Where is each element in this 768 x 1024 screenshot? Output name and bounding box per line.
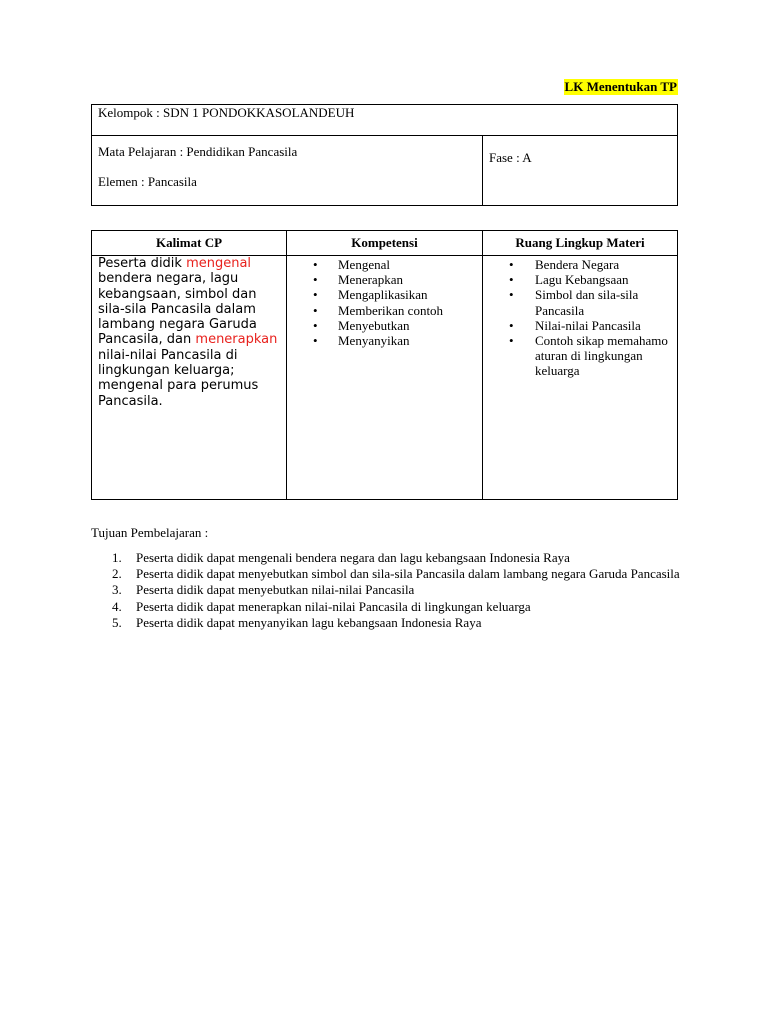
- elemen-label: Elemen : Pancasila: [98, 174, 197, 189]
- list-item: • Nilai-nilai Pancasila: [509, 317, 641, 333]
- kompetensi-list: [293, 256, 476, 348]
- list-item: • Memberikan contoh: [313, 302, 444, 318]
- ruang-lingkup-cell: [483, 256, 678, 500]
- bullet-icon: •: [313, 287, 318, 303]
- cp-highlight-mengenal: mengenal: [186, 256, 252, 271]
- list-item: • Lagu Kebangsaan: [509, 272, 629, 288]
- kelompok-label: Kelompok : SDN 1 PONDOKKASOLANDEUH: [98, 105, 355, 120]
- list-item: [91, 550, 691, 566]
- cp-text-part: Peserta didik: [98, 256, 187, 271]
- list-item: [91, 566, 691, 582]
- cp-text-part: bendera negara, lagu kebangsaan, simbol dan sila-sila Pancasila dalam lambang negara Garuda Pancasila, dan: [98, 271, 257, 348]
- bullet-icon: •: [509, 257, 514, 272]
- list-item: • Contoh sikap memahamo aturan di lingkungan keluarga: [509, 333, 668, 379]
- header-kalimat-cp: Kalimat CP: [92, 231, 287, 256]
- tujuan-text: Peserta didik dapat menyanyikan lagu kebangsaan Indonesia Raya: [136, 614, 482, 630]
- bullet-icon: •: [509, 333, 514, 349]
- tujuan-text: Peserta didik dapat menyebutkan simbol dan sila-sila Pancasila dalam lambang negara Garuda Pancasila: [136, 566, 680, 582]
- list-number: 3.: [112, 582, 122, 598]
- list-item: • Menyebutkan: [313, 317, 410, 333]
- list-number: 2.: [112, 566, 122, 582]
- tujuan-list: [91, 550, 691, 631]
- subject-cell: [92, 136, 483, 206]
- kompetensi-cell: [287, 256, 483, 500]
- bullet-icon: •: [509, 287, 514, 303]
- bullet-icon: •: [313, 317, 318, 333]
- list-item: [91, 615, 691, 631]
- list-item: • Bendera Negara: [509, 257, 620, 272]
- cp-highlight-menerapkan: menerapkan: [195, 332, 278, 348]
- tujuan-heading: Tujuan Pembelajaran :: [91, 525, 209, 540]
- ruang-lingkup-list: [489, 256, 671, 379]
- list-item: • Menyanyikan: [313, 333, 410, 349]
- bullet-icon: •: [313, 333, 318, 349]
- list-number: 5.: [112, 614, 122, 630]
- cp-text-part: nilai-nilai Pancasila di lingkungan keluarga; mengenal para perumus Pancasila.: [98, 347, 259, 409]
- header-ruang-lingkup: Ruang Lingkup Materi: [483, 231, 678, 256]
- tujuan-text: Peserta didik dapat menyebutkan nilai-nilai Pancasila: [136, 582, 415, 598]
- mata-pelajaran-label: Mata Pelajaran : Pendidikan Pancasila: [98, 144, 298, 159]
- tujuan-text: Peserta didik dapat mengenali bendera negara dan lagu kebangsaan Indonesia Raya: [136, 550, 570, 565]
- list-item: • Mengaplikasikan: [313, 287, 428, 303]
- kelompok-cell: [92, 105, 678, 136]
- bullet-icon: •: [509, 272, 514, 288]
- cp-cell: [92, 256, 287, 500]
- list-item: • Menerapkan: [313, 272, 403, 288]
- bullet-icon: •: [313, 272, 318, 288]
- list-number: 1.: [112, 550, 122, 565]
- info-table: [91, 104, 678, 206]
- cp-text: [98, 256, 280, 409]
- fase-label: Fase : A: [489, 150, 532, 165]
- list-number: 4.: [112, 598, 122, 614]
- bullet-icon: •: [509, 317, 514, 333]
- cp-table: [91, 230, 678, 500]
- list-item: • Mengenal: [313, 257, 390, 272]
- list-item: [91, 582, 691, 598]
- list-item: [91, 599, 691, 615]
- list-item: • Simbol dan sila-sila Pancasila: [509, 287, 639, 318]
- tujuan-text: Peserta didik dapat menerapkan nilai-nilai Pancasila di lingkungan keluarga: [136, 598, 531, 614]
- fase-cell: [483, 136, 678, 206]
- bullet-icon: •: [313, 257, 318, 272]
- document-title: LK Menentukan TP: [564, 79, 677, 94]
- header-kompetensi: Kompetensi: [287, 231, 483, 256]
- bullet-icon: •: [313, 302, 318, 318]
